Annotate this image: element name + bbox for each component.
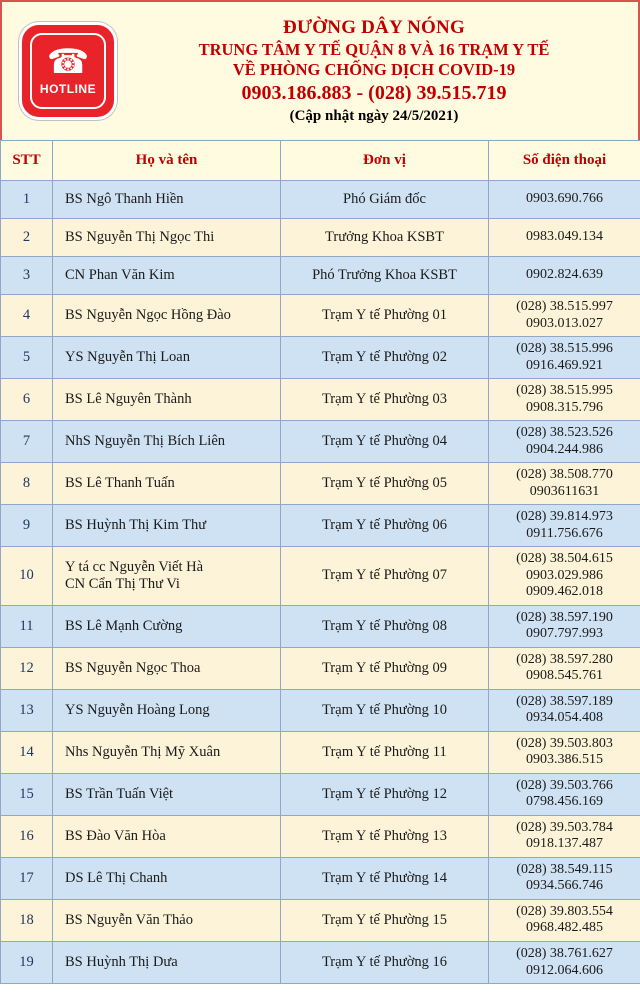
phone-number: (028) 38.597.190 xyxy=(516,609,613,625)
phone-number: 0916.469.921 xyxy=(526,357,603,373)
telephone-icon: ☎ xyxy=(46,44,90,81)
table-row xyxy=(1,605,640,647)
cell-name xyxy=(53,219,281,257)
phone-number: 0902.824.639 xyxy=(526,267,603,283)
cell-name xyxy=(53,421,281,463)
name-line: BS Nguyễn Ngọc Hồng Đào xyxy=(65,307,231,324)
phone-number: (028) 38.597.189 xyxy=(516,693,613,709)
name-line: NhS Nguyễn Thị Bích Liên xyxy=(65,433,226,450)
phone-number: (028) 39.503.784 xyxy=(516,819,613,835)
table-row xyxy=(1,379,640,421)
table-row xyxy=(1,547,640,606)
cell-stt: 18 xyxy=(1,899,53,941)
name-line: BS Nguyễn Văn Thảo xyxy=(65,911,193,928)
header-title-line3: VỀ PHÒNG CHỐNG DỊCH COVID-19 xyxy=(232,59,516,79)
name-line: BS Lê Mạnh Cường xyxy=(65,617,183,634)
cell-phone xyxy=(489,899,640,941)
phone-number: 0903.690.766 xyxy=(526,191,603,207)
column-header-unit: Đơn vị xyxy=(281,141,489,181)
cell-stt: 7 xyxy=(1,421,53,463)
cell-phone xyxy=(489,421,640,463)
cell-name xyxy=(53,773,281,815)
header-title-line1: ĐƯỜNG DÂY NÓNG xyxy=(283,17,465,39)
column-header-name: Họ và tên xyxy=(53,141,281,181)
phone-number: 0798.456.169 xyxy=(526,794,603,810)
name-line: CN Phan Văn Kim xyxy=(65,267,175,283)
phone-number: (028) 38.515.995 xyxy=(516,383,613,399)
cell-name xyxy=(53,257,281,295)
hotline-logo xyxy=(12,22,124,120)
table-row xyxy=(1,941,640,983)
table-row xyxy=(1,647,640,689)
cell-stt: 8 xyxy=(1,463,53,505)
cell-unit: Phó Giám đốc xyxy=(281,181,489,219)
phone-number: 0918.137.487 xyxy=(526,836,603,852)
cell-name xyxy=(53,547,281,606)
cell-phone xyxy=(489,505,640,547)
cell-phone xyxy=(489,689,640,731)
cell-stt: 14 xyxy=(1,731,53,773)
cell-stt: 15 xyxy=(1,773,53,815)
cell-stt: 10 xyxy=(1,547,53,606)
cell-stt: 9 xyxy=(1,505,53,547)
cell-unit: Trạm Y tế Phường 15 xyxy=(281,899,489,941)
phone-number: 0903.386.515 xyxy=(526,752,603,768)
contacts-table xyxy=(0,140,640,984)
table-row xyxy=(1,295,640,337)
phone-number: 0968.482.485 xyxy=(526,920,603,936)
phone-number: (028) 39.503.803 xyxy=(516,735,613,751)
cell-stt: 1 xyxy=(1,181,53,219)
phone-number: 0908.545.761 xyxy=(526,668,603,684)
table-row xyxy=(1,463,640,505)
cell-stt: 6 xyxy=(1,379,53,421)
cell-name xyxy=(53,647,281,689)
table-row xyxy=(1,899,640,941)
header-title-line2: TRUNG TÂM Y TẾ QUẬN 8 VÀ 16 TRẠM Y TẾ xyxy=(198,39,550,59)
cell-stt: 17 xyxy=(1,857,53,899)
table-row xyxy=(1,731,640,773)
name-line: DS Lê Thị Chanh xyxy=(65,869,168,886)
column-header-phone: Số điện thoại xyxy=(489,141,640,181)
name-line: BS Trần Tuấn Việt xyxy=(65,785,174,802)
poster-header xyxy=(0,0,640,140)
cell-unit: Trưởng Khoa KSBT xyxy=(281,219,489,257)
name-line: BS Huỳnh Thị Dưa xyxy=(65,954,178,970)
cell-stt: 2 xyxy=(1,219,53,257)
cell-name xyxy=(53,505,281,547)
cell-phone xyxy=(489,219,640,257)
cell-phone xyxy=(489,547,640,606)
cell-unit: Trạm Y tế Phường 07 xyxy=(281,547,489,606)
name-line: YS Nguyễn Hoàng Long xyxy=(65,701,210,718)
name-line: Nhs Nguyễn Thị Mỹ Xuân xyxy=(65,743,221,760)
cell-stt: 4 xyxy=(1,295,53,337)
table-row xyxy=(1,857,640,899)
cell-name xyxy=(53,463,281,505)
cell-phone xyxy=(489,181,640,219)
cell-name xyxy=(53,605,281,647)
cell-stt: 11 xyxy=(1,605,53,647)
cell-name xyxy=(53,379,281,421)
cell-phone xyxy=(489,941,640,983)
name-line: Y tá cc Nguyễn Viết Hà xyxy=(65,558,204,575)
cell-stt: 19 xyxy=(1,941,53,983)
phone-number: (028) 38.549.115 xyxy=(516,861,613,877)
phone-number: 0983.049.134 xyxy=(526,229,603,245)
phone-number: 0904.244.986 xyxy=(526,441,603,457)
table-body xyxy=(1,181,640,984)
cell-unit: Trạm Y tế Phường 09 xyxy=(281,647,489,689)
phone-number: 0912.064.606 xyxy=(526,962,603,978)
cell-unit: Trạm Y tế Phường 04 xyxy=(281,421,489,463)
table-row xyxy=(1,773,640,815)
phone-number: (028) 39.803.554 xyxy=(516,903,613,919)
header-hotline-numbers: 0903.186.883 - (028) 39.515.719 xyxy=(241,81,507,104)
cell-name xyxy=(53,731,281,773)
cell-phone xyxy=(489,463,640,505)
name-line: BS Nguyễn Ngọc Thoa xyxy=(65,659,201,676)
phone-number: (028) 38.761.627 xyxy=(516,945,613,961)
name-line: YS Nguyễn Thị Loan xyxy=(65,349,190,366)
table-header xyxy=(1,141,640,181)
phone-number: 0909.462.018 xyxy=(526,584,603,600)
name-line: BS Huỳnh Thị Kim Thư xyxy=(65,517,207,534)
cell-stt: 16 xyxy=(1,815,53,857)
cell-stt: 12 xyxy=(1,647,53,689)
cell-unit: Trạm Y tế Phường 14 xyxy=(281,857,489,899)
phone-number: 0903.013.027 xyxy=(526,315,603,331)
phone-number: 0934.566.746 xyxy=(526,878,603,894)
logo-inner-frame xyxy=(30,33,106,109)
header-updated-date: (Cập nhật ngày 24/5/2021) xyxy=(289,108,459,125)
table-row xyxy=(1,505,640,547)
cell-phone xyxy=(489,731,640,773)
cell-name xyxy=(53,181,281,219)
phone-number: (028) 39.814.973 xyxy=(516,509,613,525)
cell-name xyxy=(53,295,281,337)
cell-stt: 5 xyxy=(1,337,53,379)
cell-unit: Trạm Y tế Phường 03 xyxy=(281,379,489,421)
cell-unit: Phó Trưởng Khoa KSBT xyxy=(281,257,489,295)
phone-number: 0908.315.796 xyxy=(526,399,603,415)
cell-name xyxy=(53,857,281,899)
table-row xyxy=(1,337,640,379)
phone-number: (028) 39.503.766 xyxy=(516,777,613,793)
name-line: BS Đào Văn Hòa xyxy=(65,827,166,844)
table-row xyxy=(1,421,640,463)
logo-badge xyxy=(19,22,117,120)
cell-stt: 3 xyxy=(1,257,53,295)
cell-unit: Trạm Y tế Phường 05 xyxy=(281,463,489,505)
phone-number: 0934.054.408 xyxy=(526,710,603,726)
table-row xyxy=(1,181,640,219)
table-row xyxy=(1,219,640,257)
cell-phone xyxy=(489,605,640,647)
cell-phone xyxy=(489,647,640,689)
cell-stt: 13 xyxy=(1,689,53,731)
cell-phone xyxy=(489,379,640,421)
phone-number: 0907.797.993 xyxy=(526,626,603,642)
cell-name xyxy=(53,941,281,983)
phone-number: (028) 38.523.526 xyxy=(516,425,613,441)
name-line: BS Lê Nguyên Thành xyxy=(65,391,192,408)
table-row xyxy=(1,815,640,857)
cell-name xyxy=(53,899,281,941)
header-text-block xyxy=(124,16,632,125)
name-line: CN Cẩn Thị Thư Vi xyxy=(65,575,180,592)
cell-phone xyxy=(489,337,640,379)
phone-number: (028) 38.504.615 xyxy=(516,551,613,567)
phone-number: (028) 38.508.770 xyxy=(516,467,613,483)
cell-phone xyxy=(489,815,640,857)
cell-unit: Trạm Y tế Phường 13 xyxy=(281,815,489,857)
column-header-stt: STT xyxy=(1,141,53,181)
phone-number: 0911.756.676 xyxy=(526,525,603,541)
cell-unit: Trạm Y tế Phường 01 xyxy=(281,295,489,337)
cell-phone xyxy=(489,295,640,337)
cell-unit: Trạm Y tế Phường 02 xyxy=(281,337,489,379)
cell-name xyxy=(53,815,281,857)
header-row xyxy=(1,141,640,181)
cell-unit: Trạm Y tế Phường 16 xyxy=(281,941,489,983)
cell-phone xyxy=(489,773,640,815)
cell-unit: Trạm Y tế Phường 08 xyxy=(281,605,489,647)
phone-number: 0903611631 xyxy=(529,483,600,499)
cell-unit: Trạm Y tế Phường 11 xyxy=(281,731,489,773)
logo-label: HOTLINE xyxy=(39,82,97,96)
name-line: BS Lê Thanh Tuấn xyxy=(65,475,175,492)
cell-name xyxy=(53,689,281,731)
phone-number: (028) 38.515.996 xyxy=(516,341,613,357)
phone-number: (028) 38.597.280 xyxy=(516,651,613,667)
cell-unit: Trạm Y tế Phường 10 xyxy=(281,689,489,731)
name-line: BS Ngô Thanh Hiền xyxy=(65,191,184,207)
phone-number: (028) 38.515.997 xyxy=(516,299,613,314)
cell-unit: Trạm Y tế Phường 06 xyxy=(281,505,489,547)
cell-name xyxy=(53,337,281,379)
name-line: BS Nguyễn Thị Ngọc Thi xyxy=(65,229,215,245)
table-row xyxy=(1,257,640,295)
cell-phone xyxy=(489,257,640,295)
phone-number: 0903.029.986 xyxy=(526,567,603,583)
cell-phone xyxy=(489,857,640,899)
table-row xyxy=(1,689,640,731)
cell-unit: Trạm Y tế Phường 12 xyxy=(281,773,489,815)
